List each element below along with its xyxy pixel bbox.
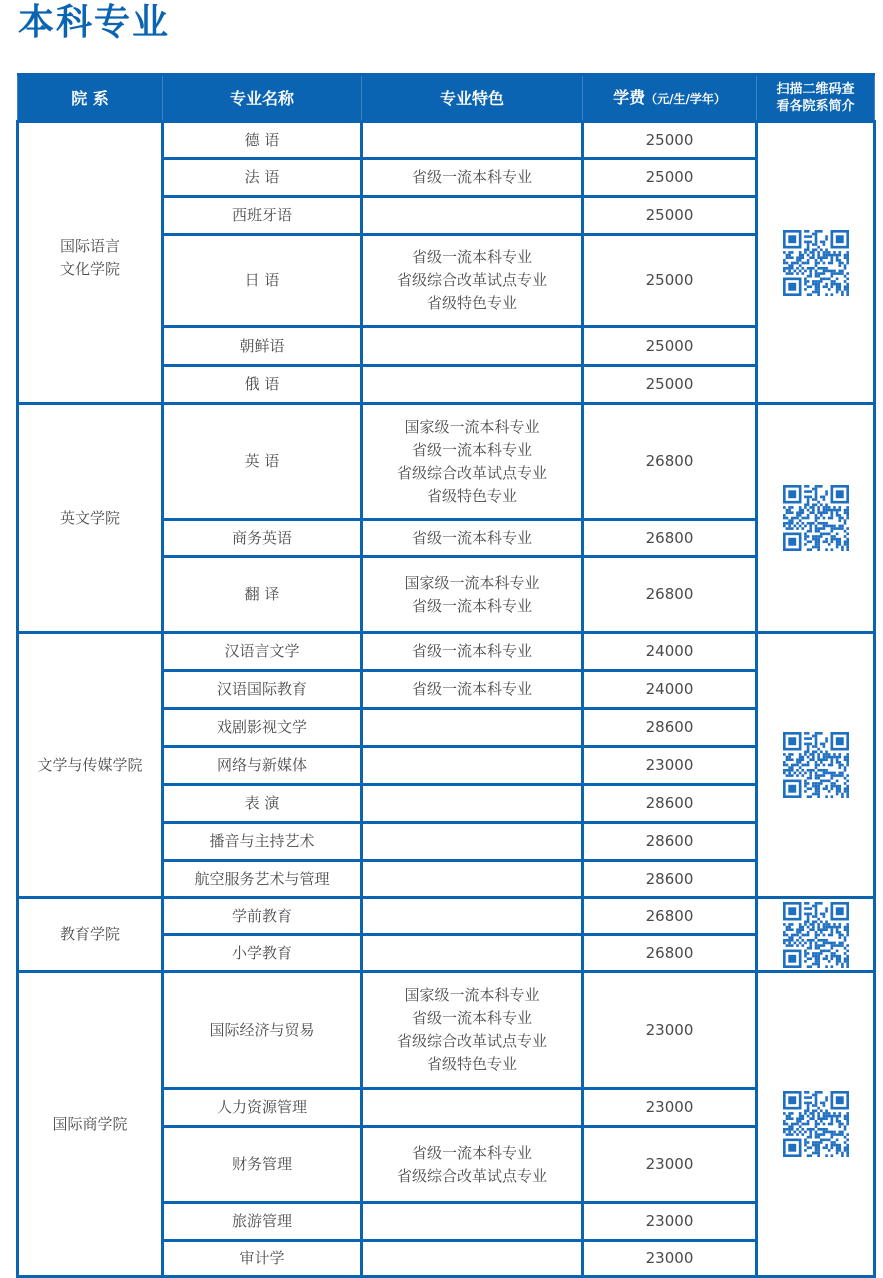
table-row [18,122,875,159]
major-name-cell: 西班牙语 [163,197,362,235]
features-cell [362,557,583,633]
features-cell [362,197,583,235]
college-cell [18,404,163,633]
feature-tag: 省级综合改革试点专业 [396,1166,547,1185]
feature-tag: 省级特色专业 [426,294,517,312]
features-cell [362,747,583,785]
majors-table [16,73,876,1278]
features-cell [362,671,583,709]
tuition-cell: 26800 [583,520,757,557]
feature-tag: 国家级一流本科专业 [404,573,540,592]
major-name-cell: 审计学 [163,1241,362,1277]
college-cell [18,633,163,898]
college-name-line1: 国际语言 [59,237,120,255]
features-cell [362,1241,583,1277]
tuition-cell: 25000 [583,327,757,366]
qr-code-icon[interactable] [758,230,873,296]
tuition-cell: 23000 [583,1203,757,1241]
header-tuition-label: 学费 [613,87,646,107]
major-name-cell: 旅游管理 [163,1203,362,1241]
college-name-line2: 文化学院 [59,260,120,278]
major-name-cell: 法 语 [163,159,362,197]
features-cell [362,898,583,935]
feature-tag: 省级一流本科专业 [411,596,532,615]
table-row [18,972,875,1089]
feature-tag: 国家级一流本科专业 [404,986,540,1004]
college-cell [18,898,163,972]
features-cell [362,935,583,972]
features-cell [362,1089,583,1127]
major-name-cell: 汉语国际教育 [163,671,362,709]
features-cell [362,122,583,159]
major-name-cell: 朝鲜语 [163,327,362,366]
college-name-line1: 教育学院 [59,925,120,943]
feature-tag: 省级一流本科专业 [411,528,532,547]
tuition-cell: 23000 [583,1127,757,1203]
tuition-cell: 24000 [583,671,757,709]
features-cell [362,235,583,327]
tuition-cell: 25000 [583,366,757,404]
feature-tag: 省级特色专业 [426,486,517,505]
table-body [18,122,875,1277]
major-name-cell: 人力资源管理 [163,1089,362,1127]
header-major [163,75,362,122]
tuition-cell: 28600 [583,823,757,861]
qr-code-icon[interactable] [758,732,873,798]
header-major-label: 专业名称 [229,88,294,108]
header-qr-line2: 看各院系简介 [776,99,855,114]
page-title: 本科专业 [18,2,171,43]
features-cell [362,709,583,747]
major-name-cell: 戏剧影视文学 [163,709,362,747]
major-name-cell: 财务管理 [163,1127,362,1203]
tuition-cell: 23000 [583,972,757,1089]
tuition-cell: 26800 [583,404,757,520]
major-name-cell: 小学教育 [163,935,362,972]
feature-tag: 省级一流本科专业 [411,1009,532,1027]
features-cell [362,785,583,823]
features-cell [362,159,583,197]
tuition-cell: 24000 [583,633,757,671]
header-qr-line1: 扫描二维码查 [776,82,855,97]
major-name-cell: 国际经济与贸易 [163,972,362,1089]
college-cell [18,122,163,404]
tuition-cell: 26800 [583,557,757,633]
tuition-cell: 23000 [583,1089,757,1127]
major-name-cell: 商务英语 [163,520,362,557]
tuition-cell: 25000 [583,122,757,159]
tuition-cell: 26800 [583,935,757,972]
feature-tag: 省级一流本科专业 [411,248,532,266]
features-cell [362,823,583,861]
major-name-cell: 学前教育 [163,898,362,935]
header-features-label: 专业特色 [439,88,504,108]
qr-code-icon[interactable] [758,1091,873,1157]
college-name-line1: 英文学院 [59,508,120,527]
header-tuition-unit: （元/生/学年） [645,91,726,106]
qr-code-icon[interactable] [758,902,873,968]
table-row [18,404,875,520]
features-cell [362,1203,583,1241]
feature-tag: 省级一流本科专业 [411,440,532,459]
feature-tag: 省级综合改革试点专业 [396,463,547,482]
feature-tag: 省级一流本科专业 [411,680,532,698]
tuition-cell: 23000 [583,747,757,785]
major-name-cell: 网络与新媒体 [163,747,362,785]
table-row [18,898,875,935]
qr-code-cell [757,633,875,898]
header-college [18,75,163,122]
major-name-cell: 德 语 [163,122,362,159]
tuition-cell: 25000 [583,235,757,327]
tuition-cell: 25000 [583,159,757,197]
feature-tag: 省级一流本科专业 [411,168,532,186]
feature-tag: 省级一流本科专业 [411,642,532,660]
tuition-cell: 28600 [583,709,757,747]
table-header-row [18,75,875,122]
qr-code-cell [757,898,875,972]
features-cell [362,861,583,898]
major-name-cell: 航空服务艺术与管理 [163,861,362,898]
college-name-line1: 文学与传媒学院 [37,755,143,774]
college-name-line1: 国际商学院 [52,1114,128,1133]
major-name-cell: 播音与主持艺术 [163,823,362,861]
features-cell [362,520,583,557]
major-name-cell: 俄 语 [163,366,362,404]
header-tuition [583,75,757,122]
features-cell [362,404,583,520]
feature-tag: 省级综合改革试点专业 [396,1032,547,1050]
qr-code-cell [757,972,875,1277]
feature-tag: 国家级一流本科专业 [404,417,540,436]
qr-code-cell [757,122,875,404]
features-cell [362,366,583,404]
tuition-cell: 28600 [583,861,757,898]
feature-tag: 省级综合改革试点专业 [396,271,547,289]
features-cell [362,633,583,671]
tuition-cell: 23000 [583,1241,757,1277]
tuition-cell: 28600 [583,785,757,823]
major-name-cell: 汉语言文学 [163,633,362,671]
major-name-cell: 日 语 [163,235,362,327]
feature-tag: 省级特色专业 [426,1055,517,1073]
features-cell [362,972,583,1089]
feature-tag: 省级一流本科专业 [411,1143,532,1162]
major-name-cell: 表 演 [163,785,362,823]
header-features [362,75,583,122]
header-college-label: 院 系 [71,88,109,108]
major-name-cell: 翻 译 [163,557,362,633]
qr-code-icon[interactable] [758,485,873,551]
table-row [18,633,875,671]
features-cell [362,327,583,366]
college-cell [18,972,163,1277]
qr-code-cell [757,404,875,633]
tuition-cell: 25000 [583,197,757,235]
major-name-cell: 英 语 [163,404,362,520]
features-cell [362,1127,583,1203]
header-qr [757,75,875,122]
tuition-cell: 26800 [583,898,757,935]
